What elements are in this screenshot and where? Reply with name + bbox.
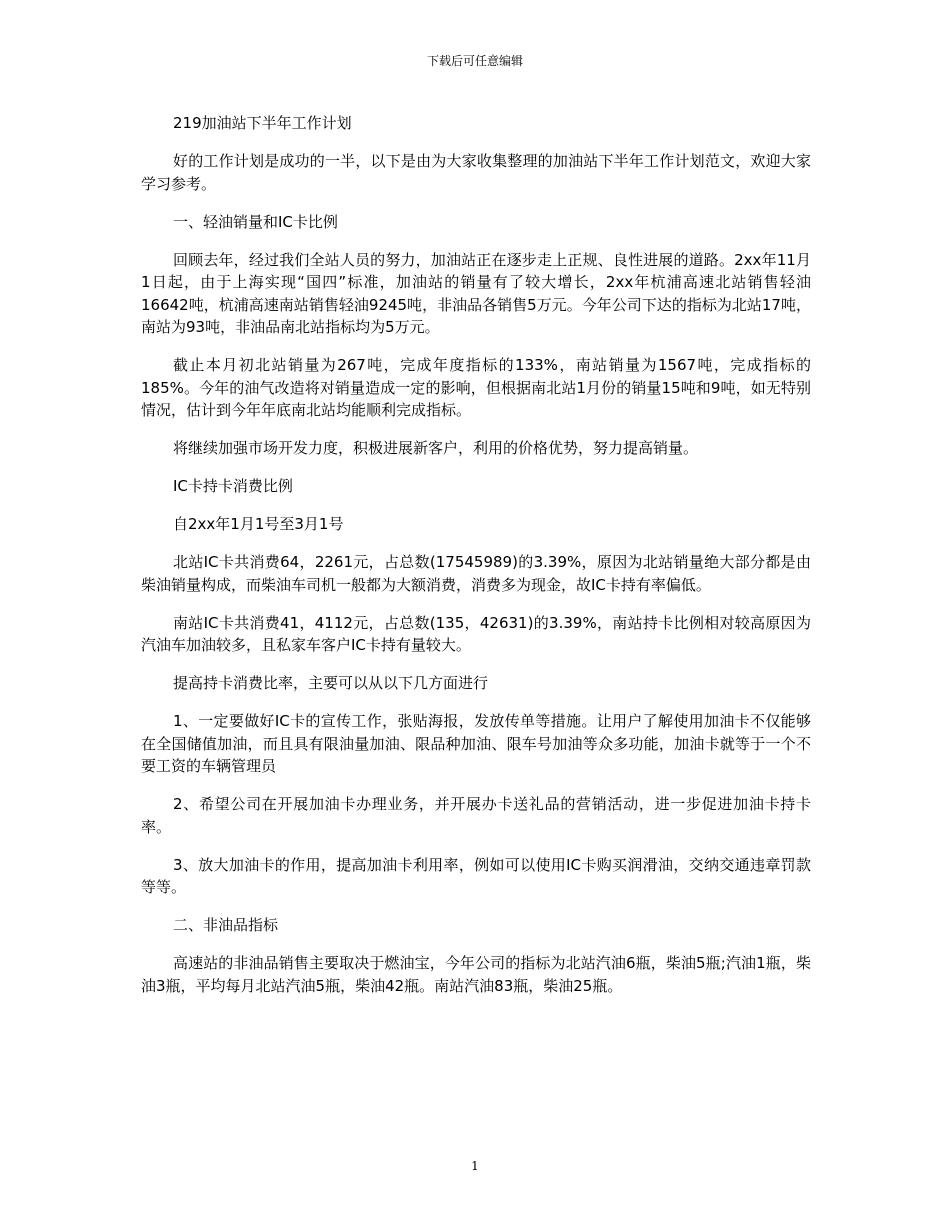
subheading-ic-card: IC卡持卡消费比例 xyxy=(173,477,293,495)
paragraph-review: 回顾去年，经过我们全站人员的努力，加油站正在逐步走上正规、良性进展的道路。2xx年11月1日起，由于上海实现“国四”标准，加油站的销量有了较大增长，2xx年杭浦高速北站销售轻油16642吨，杭浦高速南站销售轻油9245吨，非油品各销售5万元。今年公司下达的指标为北站17吨，南站为93吨，非油品南北站指标均为5万元。 xyxy=(141,250,811,336)
page-number: 1 xyxy=(471,1159,479,1173)
section-heading-non-oil: 二、非油品指标 xyxy=(173,916,279,934)
paragraph-date-range: 自2xx年1月1号至3月1号 xyxy=(173,515,344,533)
intro-paragraph: 好的工作计划是成功的一半，以下是由为大家收集整理的加油站下半年工作计划范文，欢迎大家学习参考。 xyxy=(141,152,811,193)
list-item-2: 2、希望公司在开展加油卡办理业务，并开展办卡送礼品的营销活动，进一步促进加油卡持卡率。 xyxy=(141,795,811,836)
page-header: 下载后可任意编辑 xyxy=(426,54,523,68)
paragraph-non-oil-sales: 高速站的非油品销售主要取决于燃油宝，今年公司的指标为北站汽油6瓶，柴油5瓶;汽油1瓶，柴油3瓶，平均每月北站汽油5瓶，柴油42瓶。南站汽油83瓶，柴油25瓶。 xyxy=(141,954,811,995)
paragraph-improve-rate: 提高持卡消费比率，主要可以从以下几方面进行 xyxy=(173,674,489,692)
list-item-3: 3、放大加油卡的作用，提高加油卡利用率，例如可以使用IC卡购买润滑油，交纳交通违章罚款等等。 xyxy=(141,855,811,896)
paragraph-south-station: 南站IC卡共消费41，4112元，占总数(135，42631)的3.39%，南站持卡比例相对较高原因为汽油车加油较多，且私家车客户IC卡持有量较大。 xyxy=(141,613,811,654)
paragraph-market-development: 将继续加强市场开发力度，积极进展新客户，利用的价格优势，努力提高销量。 xyxy=(173,439,699,457)
paragraph-north-station: 北站IC卡共消费64，2261元，占总数(17545989)的3.39%，原因为北站销量绝大部分都是由柴油销量构成，而柴油车司机一般都为大额消费，消费多为现金，故IC卡持有率偏低。 xyxy=(141,553,811,594)
list-item-1: 1、一定要做好IC卡的宣传工作，张贴海报，发放传单等措施。让用户了解使用加油卡不仅能够在全国储值加油，而且具有限油量加油、限品种加油、限车号加油等众多功能，加油卡就等于一个不要工资的车辆管理员 xyxy=(141,712,811,775)
document-title: 219加油站下半年工作计划 xyxy=(173,114,352,132)
document-body xyxy=(141,112,811,1013)
paragraph-sales-progress: 截止本月初北站销量为267吨，完成年度指标的133%，南站销量为1567吨，完成指标的185%。今年的油气改造将对销量造成一定的影响，但根据南北站1月份的销量15吨和9吨，如无特别情况，估计到今年年底南北站均能顺利完成指标。 xyxy=(141,356,811,419)
section-heading-light-oil: 一、轻油销量和IC卡比例 xyxy=(173,212,338,231)
